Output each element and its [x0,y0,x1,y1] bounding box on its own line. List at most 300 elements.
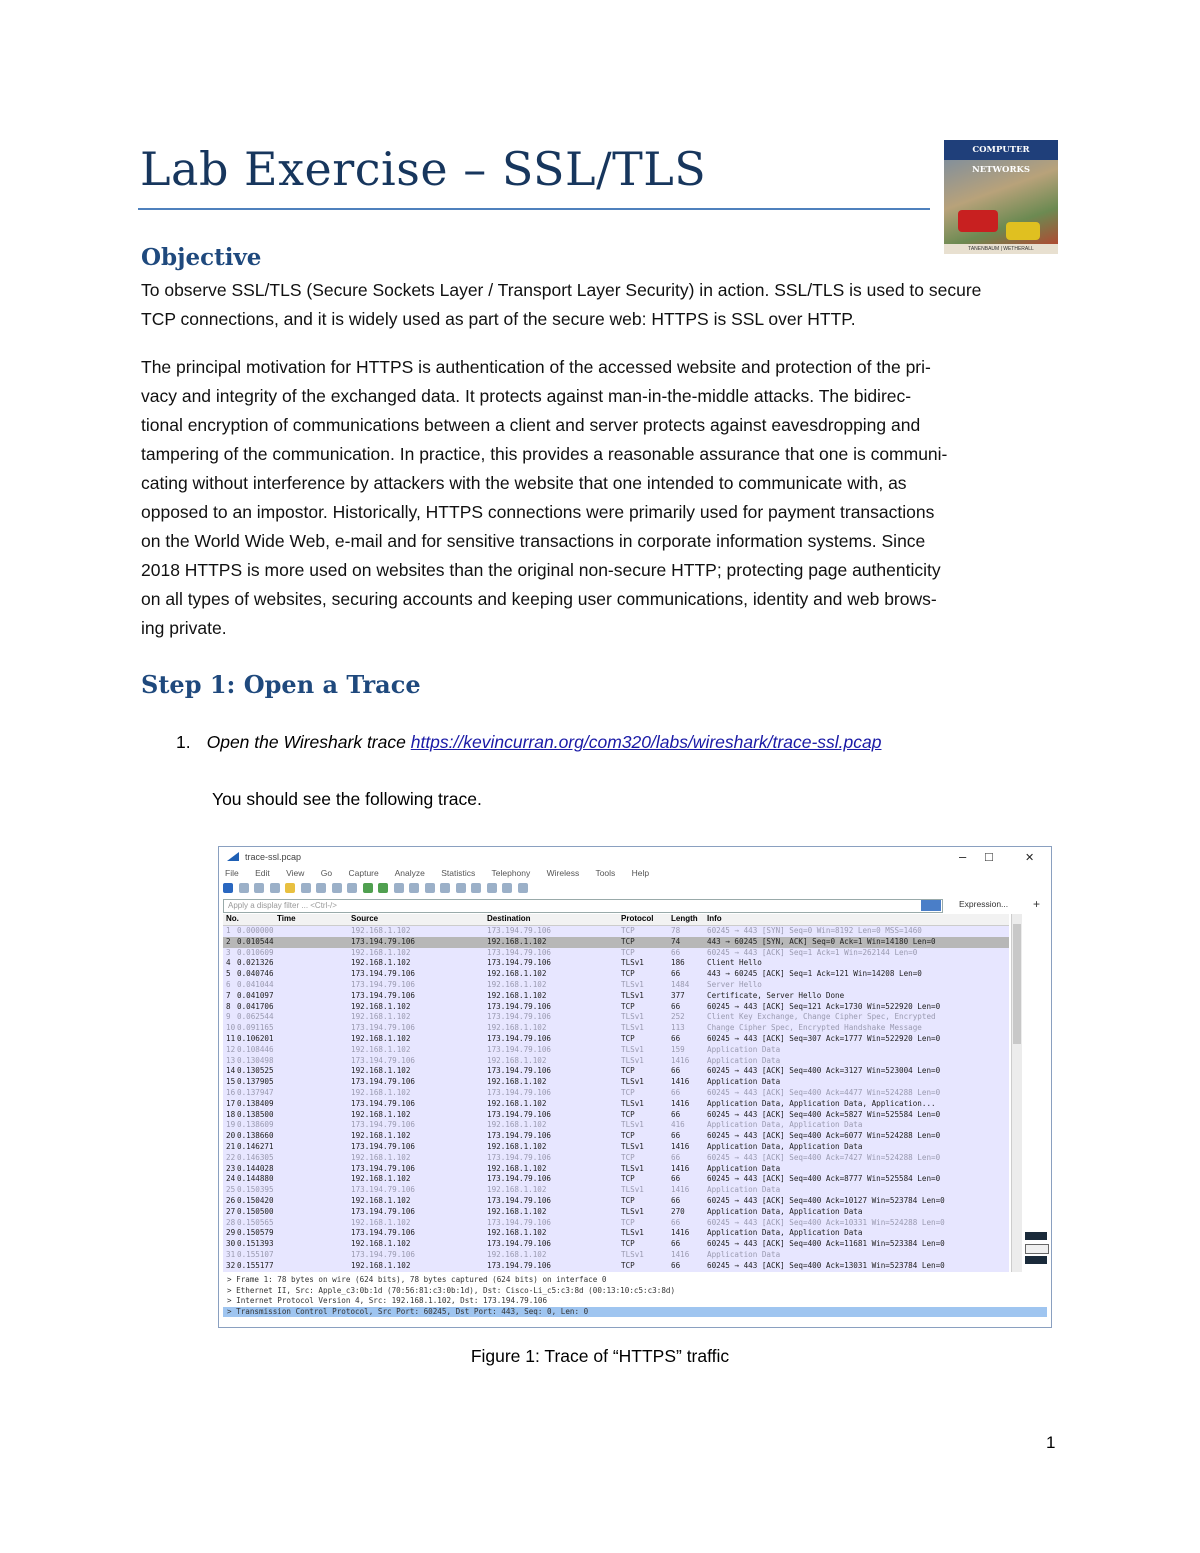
packet-len: 1416 [671,1185,690,1195]
resize-columns-icon[interactable] [518,883,528,893]
packet-no: 29 [226,1228,236,1238]
packet-len: 66 [671,969,681,979]
list-number: 1. [176,732,191,752]
menu-help[interactable]: Help [631,868,650,878]
packet-no: 3 [226,947,231,957]
column-protocol[interactable]: Protocol [621,914,654,923]
packet-dst: 192.168.1.102 [487,1077,547,1087]
packet-minimap [1025,914,1047,1272]
packet-len: 66 [671,947,681,957]
packet-no: 26 [226,1195,236,1205]
page-number: 1 [1046,1433,1056,1452]
packet-dst: 173.194.79.106 [487,926,552,935]
packet-src: 192.168.1.102 [351,1109,411,1119]
packet-time: 0.091165 [237,1023,274,1033]
packet-time: 0.144880 [237,1174,274,1184]
packet-row[interactable] [223,1164,1009,1175]
packet-proto: TLSv1 [621,1228,644,1238]
packet-no: 4 [226,958,231,968]
packet-time: 0.138409 [237,1098,274,1108]
packet-time: 0.150579 [237,1228,274,1238]
step1-list-item [176,732,881,753]
packet-info: Client Hello [707,958,762,968]
packet-row[interactable] [223,1034,1009,1045]
packet-proto: TCP [621,926,635,935]
packet-info: 60245 → 443 [ACK] Seq=121 Ack=1730 Win=522920 Len=0 [707,1001,941,1011]
restart-capture-icon[interactable] [254,883,264,893]
packet-dst: 173.194.79.106 [487,1260,552,1270]
packet-info: 60245 → 443 [ACK] Seq=400 Ack=11681 Win=523384 Len=0 [707,1239,945,1249]
step1-heading: Step 1: Open a Trace [141,670,421,699]
packet-dst: 173.194.79.106 [487,1087,552,1097]
packet-dst: 173.194.79.106 [487,1033,552,1043]
packet-dst: 192.168.1.102 [487,1206,547,1216]
packet-len: 66 [671,1260,681,1270]
go-to-packet-icon[interactable] [394,883,404,893]
packet-src: 173.194.79.106 [351,979,416,989]
maximize-button[interactable]: □ [985,849,993,864]
packet-proto: TLSv1 [621,1012,644,1022]
packet-info: 60245 → 443 [ACK] Seq=400 Ack=10331 Win=524288 Len=0 [707,1217,945,1227]
packet-time: 0.108446 [237,1044,274,1054]
packet-proto: TLSv1 [621,1141,644,1151]
packet-time: 0.130525 [237,1066,274,1076]
capture-options-icon[interactable] [270,883,280,893]
packet-no: 5 [226,969,231,979]
packet-src: 173.194.79.106 [351,1249,416,1259]
packet-info: 60245 → 443 [ACK] Seq=400 Ack=5827 Win=525584 Len=0 [707,1109,941,1119]
packet-src: 173.194.79.106 [351,1163,416,1173]
packet-src: 192.168.1.102 [351,1066,411,1076]
packet-len: 66 [671,1195,681,1205]
packet-row[interactable] [223,980,1009,991]
packet-row[interactable] [223,1261,1009,1272]
packet-time: 0.000000 [237,926,274,935]
see-trace-text: You should see the following trace. [212,789,482,809]
text-line: tampering of the communication. In practice, this provides a reasonable assurance that one is communi- [141,444,948,464]
packet-dst: 173.194.79.106 [487,1174,552,1184]
packet-len: 1416 [671,1249,690,1259]
packet-info: Certificate, Server Hello Done [707,990,845,1000]
packet-proto: TLSv1 [621,1055,644,1065]
book-cover-image [944,140,1058,254]
packet-info: 60245 → 443 [ACK] Seq=400 Ack=8777 Win=525584 Len=0 [707,1174,941,1184]
packet-info: Application Data [707,1249,781,1259]
packet-time: 0.021326 [237,958,274,968]
packet-info: Change Cipher Spec, Encrypted Handshake Message [707,1023,922,1033]
packet-info: 60245 → 443 [SYN] Seq=0 Win=8192 Len=0 MSS=1460 [707,926,922,935]
minimize-button[interactable]: – [959,849,967,864]
packet-proto: TCP [621,1066,635,1076]
packet-dst: 192.168.1.102 [487,1249,547,1259]
packet-time: 0.041097 [237,990,274,1000]
packet-detail-row[interactable]: > Internet Protocol Version 4, Src: 192.168.1.102, Dst: 173.194.79.106 [227,1296,548,1305]
packet-src: 192.168.1.102 [351,1195,411,1205]
packet-no: 12 [226,1044,236,1054]
packet-proto: TCP [621,1174,635,1184]
packet-len: 66 [671,1131,681,1141]
packet-dst: 192.168.1.102 [487,969,547,979]
packet-info: 60245 → 443 [ACK] Seq=400 Ack=7427 Win=524288 Len=0 [707,1152,941,1162]
packet-len: 66 [671,1087,681,1097]
packet-dst: 173.194.79.106 [487,1012,552,1022]
packet-dst: 173.194.79.106 [487,1044,552,1054]
packet-no: 31 [226,1249,236,1259]
packet-time: 0.138500 [237,1109,274,1119]
packet-src: 173.194.79.106 [351,1141,416,1151]
packet-row[interactable] [223,1045,1009,1056]
packet-len: 1416 [671,1163,690,1173]
normal-size-icon[interactable] [502,883,512,893]
packet-dst: 173.194.79.106 [487,1239,552,1249]
packet-len: 66 [671,1109,681,1119]
packet-len: 270 [671,1206,685,1216]
packet-src: 173.194.79.106 [351,1023,416,1033]
text-line: opposed to an impostor. Historically, HTTPS connections were primarily used for payment transactions [141,502,935,522]
packet-time: 0.150420 [237,1195,274,1205]
packet-dst: 173.194.79.106 [487,947,552,957]
packet-src: 192.168.1.102 [351,926,411,935]
packet-dst: 173.194.79.106 [487,1152,552,1162]
packet-time: 0.155177 [237,1260,274,1270]
window-titlebar [219,847,1051,867]
last-packet-icon[interactable] [425,883,435,893]
page-title: Lab Exercise – SSL/TLS [140,142,707,196]
packet-no: 11 [226,1033,236,1043]
packet-proto: TLSv1 [621,990,644,1000]
packet-no: 2 [226,936,231,946]
menu-wireless[interactable]: Wireless [546,868,580,878]
packet-row[interactable] [223,958,1009,969]
packet-len: 113 [671,1023,685,1033]
packet-info: 60245 → 443 [ACK] Seq=400 Ack=13031 Win=523784 Len=0 [707,1260,945,1270]
packet-src: 192.168.1.102 [351,1131,411,1141]
packet-row[interactable] [223,991,1009,1002]
packet-row[interactable] [223,1142,1009,1153]
reload-icon[interactable] [332,883,342,893]
text-line: on the World Wide Web, e-mail and for sensitive transactions in corporate information systems. Since [141,531,926,551]
packet-dst: 192.168.1.102 [487,1055,547,1065]
column-time[interactable]: Time [277,914,296,923]
packet-row[interactable] [223,1066,1009,1077]
main-toolbar [223,882,531,896]
close-button[interactable]: ✕ [1025,852,1035,864]
packet-detail-row[interactable]: > Frame 1: 78 bytes on wire (624 bits), 78 bytes captured (624 bits) on interface 0 [227,1275,607,1284]
packet-time: 0.146305 [237,1152,274,1162]
packet-dst: 173.194.79.106 [487,1066,552,1076]
packet-len: 78 [671,926,681,935]
menu-tools[interactable]: Tools [595,868,616,878]
packet-time: 0.062544 [237,1012,274,1022]
packet-time: 0.137947 [237,1087,274,1097]
packet-row[interactable] [223,1207,1009,1218]
packet-row[interactable] [223,948,1009,959]
packet-info: 60245 → 443 [ACK] Seq=1 Ack=1 Win=262144 Len=0 [707,947,918,957]
packet-no: 19 [226,1120,236,1130]
packet-proto: TCP [621,969,635,979]
packet-proto: TLSv1 [621,1077,644,1087]
packet-time: 0.040746 [237,969,274,979]
packet-proto: TLSv1 [621,1098,644,1108]
packet-src: 192.168.1.102 [351,1087,411,1097]
packet-time: 0.010609 [237,947,274,957]
title-rule [138,208,930,210]
packet-proto: TCP [621,1195,635,1205]
trace-download-link[interactable]: https://kevincurran.org/com320/labs/wireshark/trace-ssl.pcap [410,732,882,752]
packet-no: 22 [226,1152,236,1162]
packet-row[interactable] [223,1056,1009,1067]
packet-row[interactable] [223,1131,1009,1142]
packet-row[interactable] [223,1099,1009,1110]
packet-row[interactable] [223,1239,1009,1250]
packet-row[interactable] [223,926,1009,937]
packet-src: 173.194.79.106 [351,969,416,979]
packet-info: Application Data [707,1055,781,1065]
packet-len: 186 [671,958,685,968]
packet-src: 173.194.79.106 [351,1185,416,1195]
packet-no: 23 [226,1163,236,1173]
apply-filter-button[interactable] [921,900,941,911]
column-info[interactable]: Info [707,914,722,923]
packet-proto: TCP [621,1260,635,1270]
packet-proto: TCP [621,947,635,957]
packet-src: 173.194.79.106 [351,1120,416,1130]
packet-info: 443 → 60245 [SYN, ACK] Seq=0 Ack=1 Win=14180 Len=0 [707,936,936,946]
packet-proto: TLSv1 [621,1120,644,1130]
packet-dst: 192.168.1.102 [487,1098,547,1108]
packet-info: Application Data, Application Data [707,1228,863,1238]
packet-no: 9 [226,1012,231,1022]
packet-no: 25 [226,1185,236,1195]
packet-info: 60245 → 443 [ACK] Seq=400 Ack=3127 Win=523004 Len=0 [707,1066,941,1076]
packet-no: 16 [226,1087,236,1097]
expression-button[interactable]: Expression... [959,899,1009,909]
wireshark-fin-icon [227,852,239,861]
packet-proto: TCP [621,1001,635,1011]
packet-no: 28 [226,1217,236,1227]
packet-row[interactable] [223,1250,1009,1261]
packet-time: 0.150565 [237,1217,274,1227]
packet-time: 0.010544 [237,936,274,946]
objective-paragraph-1 [141,276,1061,334]
go-forward-icon[interactable] [378,883,388,893]
packet-dst: 173.194.79.106 [487,1195,552,1205]
packet-proto: TCP [621,1087,635,1097]
packet-src: 192.168.1.102 [351,1217,411,1227]
menu-capture[interactable]: Capture [348,868,379,878]
packet-detail-row[interactable]: > Transmission Control Protocol, Src Port: 60245, Dst Port: 443, Seq: 0, Len: 0 [223,1307,1047,1318]
packet-row[interactable] [223,1012,1009,1023]
packet-proto: TLSv1 [621,979,644,989]
window-title: trace-ssl.pcap [245,852,302,862]
menu-go[interactable]: Go [320,868,333,878]
menu-statistics[interactable]: Statistics [441,868,476,878]
packet-len: 1416 [671,1055,690,1065]
packet-info: Application Data [707,1185,781,1195]
packet-len: 74 [671,936,681,946]
packet-row[interactable] [223,1110,1009,1121]
packet-list [223,926,1009,1272]
text-line: To observe SSL/TLS (Secure Sockets Layer / Transport Layer Security) in action. SSL/TLS is used to secure [141,280,982,300]
packet-no: 1 [226,926,231,935]
menu-edit[interactable]: Edit [255,868,270,878]
packet-proto: TLSv1 [621,1249,644,1259]
packet-no: 8 [226,1001,231,1011]
packet-proto: TLSv1 [621,958,644,968]
text-line: The principal motivation for HTTPS is authentication of the accessed website and protection of the pri- [141,357,931,377]
packet-proto: TCP [621,1131,635,1141]
packet-row[interactable] [223,1002,1009,1013]
packet-row[interactable] [223,1120,1009,1131]
menu-view[interactable]: View [286,868,305,878]
packet-src: 192.168.1.102 [351,1001,411,1011]
packet-row[interactable] [223,969,1009,980]
packet-time: 0.138660 [237,1131,274,1141]
list-item-text: Open the Wireshark trace [206,732,411,752]
first-packet-icon[interactable] [409,883,419,893]
packet-dst: 173.194.79.106 [487,1217,552,1227]
packet-time: 0.144028 [237,1163,274,1173]
packet-dst: 192.168.1.102 [487,990,547,1000]
packet-row[interactable] [223,1196,1009,1207]
open-file-icon[interactable] [285,883,295,893]
packet-time: 0.138609 [237,1120,274,1130]
find-packet-icon[interactable] [347,883,357,893]
cover-yellow-car [1006,222,1040,240]
text-line: 2018 HTTPS is more used on websites than the original non-secure HTTP; protecting page authenticity [141,560,941,580]
figure-caption: Figure 1: Trace of “HTTPS” traffic [470,1346,730,1366]
packet-src: 192.168.1.102 [351,958,411,968]
packet-row[interactable] [223,1023,1009,1034]
packet-info: Application Data, Application Data [707,1206,863,1216]
menu-bar [225,868,663,880]
packet-src: 192.168.1.102 [351,1239,411,1249]
packet-row[interactable] [223,1088,1009,1099]
packet-list-scrollbar[interactable] [1011,914,1022,1272]
column-source[interactable]: Source [351,914,379,923]
minimap-mark [1025,1244,1049,1254]
packet-dst: 173.194.79.106 [487,1131,552,1141]
save-file-icon[interactable] [301,883,311,893]
start-capture-icon[interactable] [223,883,233,893]
packet-proto: TCP [621,1152,635,1162]
packet-row[interactable] [223,937,1009,948]
packet-no: 27 [226,1206,236,1216]
packet-no: 20 [226,1131,236,1141]
packet-dst: 192.168.1.102 [487,936,547,946]
packet-dst: 192.168.1.102 [487,1120,547,1130]
packet-src: 173.194.79.106 [351,1077,416,1087]
column-length[interactable]: Length [671,914,698,923]
packet-len: 159 [671,1044,685,1054]
packet-info: Application Data, Application Data [707,1141,863,1151]
packet-proto: TCP [621,1239,635,1249]
packet-len: 416 [671,1120,685,1130]
packet-len: 66 [671,1174,681,1184]
packet-len: 66 [671,1152,681,1162]
packet-len: 252 [671,1012,685,1022]
packet-time: 0.150395 [237,1185,274,1195]
packet-info: 443 → 60245 [ACK] Seq=1 Ack=121 Win=14208 Len=0 [707,969,922,979]
packet-src: 173.194.79.106 [351,990,416,1000]
packet-len: 66 [671,1217,681,1227]
packet-no: 15 [226,1077,236,1087]
packet-row[interactable] [223,1153,1009,1164]
packet-detail-row[interactable]: > Ethernet II, Src: Apple_c3:0b:1d (70:56:81:c3:0b:1d), Dst: Cisco-Li_c5:c3:8d (00:13:10:c5:c3:8d) [227,1285,676,1295]
packet-info: 60245 → 443 [ACK] Seq=400 Ack=10127 Win=523784 Len=0 [707,1195,945,1205]
packet-row[interactable] [223,1174,1009,1185]
column-no[interactable]: No. [226,914,239,923]
colorize-icon[interactable] [456,883,466,893]
display-filter-input[interactable]: Apply a display filter ... <Ctrl-/> [223,899,943,913]
packet-info: 60245 → 443 [ACK] Seq=307 Ack=1777 Win=522920 Len=0 [707,1033,941,1043]
packet-len: 66 [671,1001,681,1011]
autoscroll-icon[interactable] [440,883,450,893]
packet-dst: 173.194.79.106 [487,1001,552,1011]
column-destination[interactable]: Destination [487,914,531,923]
packet-dst: 192.168.1.102 [487,1023,547,1033]
packet-row[interactable] [223,1185,1009,1196]
packet-dst: 192.168.1.102 [487,1185,547,1195]
packet-src: 192.168.1.102 [351,1033,411,1043]
packet-dst: 192.168.1.102 [487,1141,547,1151]
add-filter-button[interactable]: + [1033,897,1041,911]
packet-src: 173.194.79.106 [351,1055,416,1065]
packet-src: 192.168.1.102 [351,1044,411,1054]
packet-time: 0.137905 [237,1077,274,1087]
packet-len: 66 [671,1033,681,1043]
scrollbar-thumb[interactable] [1013,924,1021,1044]
packet-proto: TLSv1 [621,1163,644,1173]
packet-len: 66 [671,1239,681,1249]
packet-row[interactable] [223,1218,1009,1229]
packet-time: 0.146271 [237,1141,274,1151]
packet-len: 1416 [671,1098,690,1108]
zoom-in-icon[interactable] [471,883,481,893]
objective-heading: Objective [141,244,262,271]
packet-time: 0.041706 [237,1001,274,1011]
packet-src: 192.168.1.102 [351,1174,411,1184]
packet-proto: TCP [621,1033,635,1043]
stop-capture-icon[interactable] [239,883,249,893]
go-back-icon[interactable] [363,883,373,893]
packet-no: 7 [226,990,231,1000]
packet-src: 192.168.1.102 [351,947,411,957]
menu-telephony[interactable]: Telephony [491,868,531,878]
packet-row[interactable] [223,1077,1009,1088]
packet-dst: 192.168.1.102 [487,1163,547,1173]
packet-info: Client Key Exchange, Change Cipher Spec, Encrypted [707,1012,936,1022]
packet-no: 13 [226,1055,236,1065]
packet-no: 6 [226,979,231,989]
text-line: ing private. [141,618,227,638]
packet-no: 32 [226,1260,236,1270]
packet-info: Application Data, Application Data [707,1120,863,1130]
menu-file[interactable]: File [225,868,239,878]
close-file-icon[interactable] [316,883,326,893]
menu-analyze[interactable]: Analyze [394,868,425,878]
packet-dst: 192.168.1.102 [487,979,547,989]
zoom-out-icon[interactable] [487,883,497,893]
packet-row[interactable] [223,1228,1009,1239]
packet-src: 173.194.79.106 [351,1206,416,1216]
packet-info: Application Data, Application Data, Application... [707,1098,936,1108]
packet-proto: TLSv1 [621,1044,644,1054]
packet-len: 1416 [671,1228,690,1238]
packet-info: Application Data [707,1044,781,1054]
objective-paragraph-2 [141,353,1061,643]
packet-no: 18 [226,1109,236,1119]
